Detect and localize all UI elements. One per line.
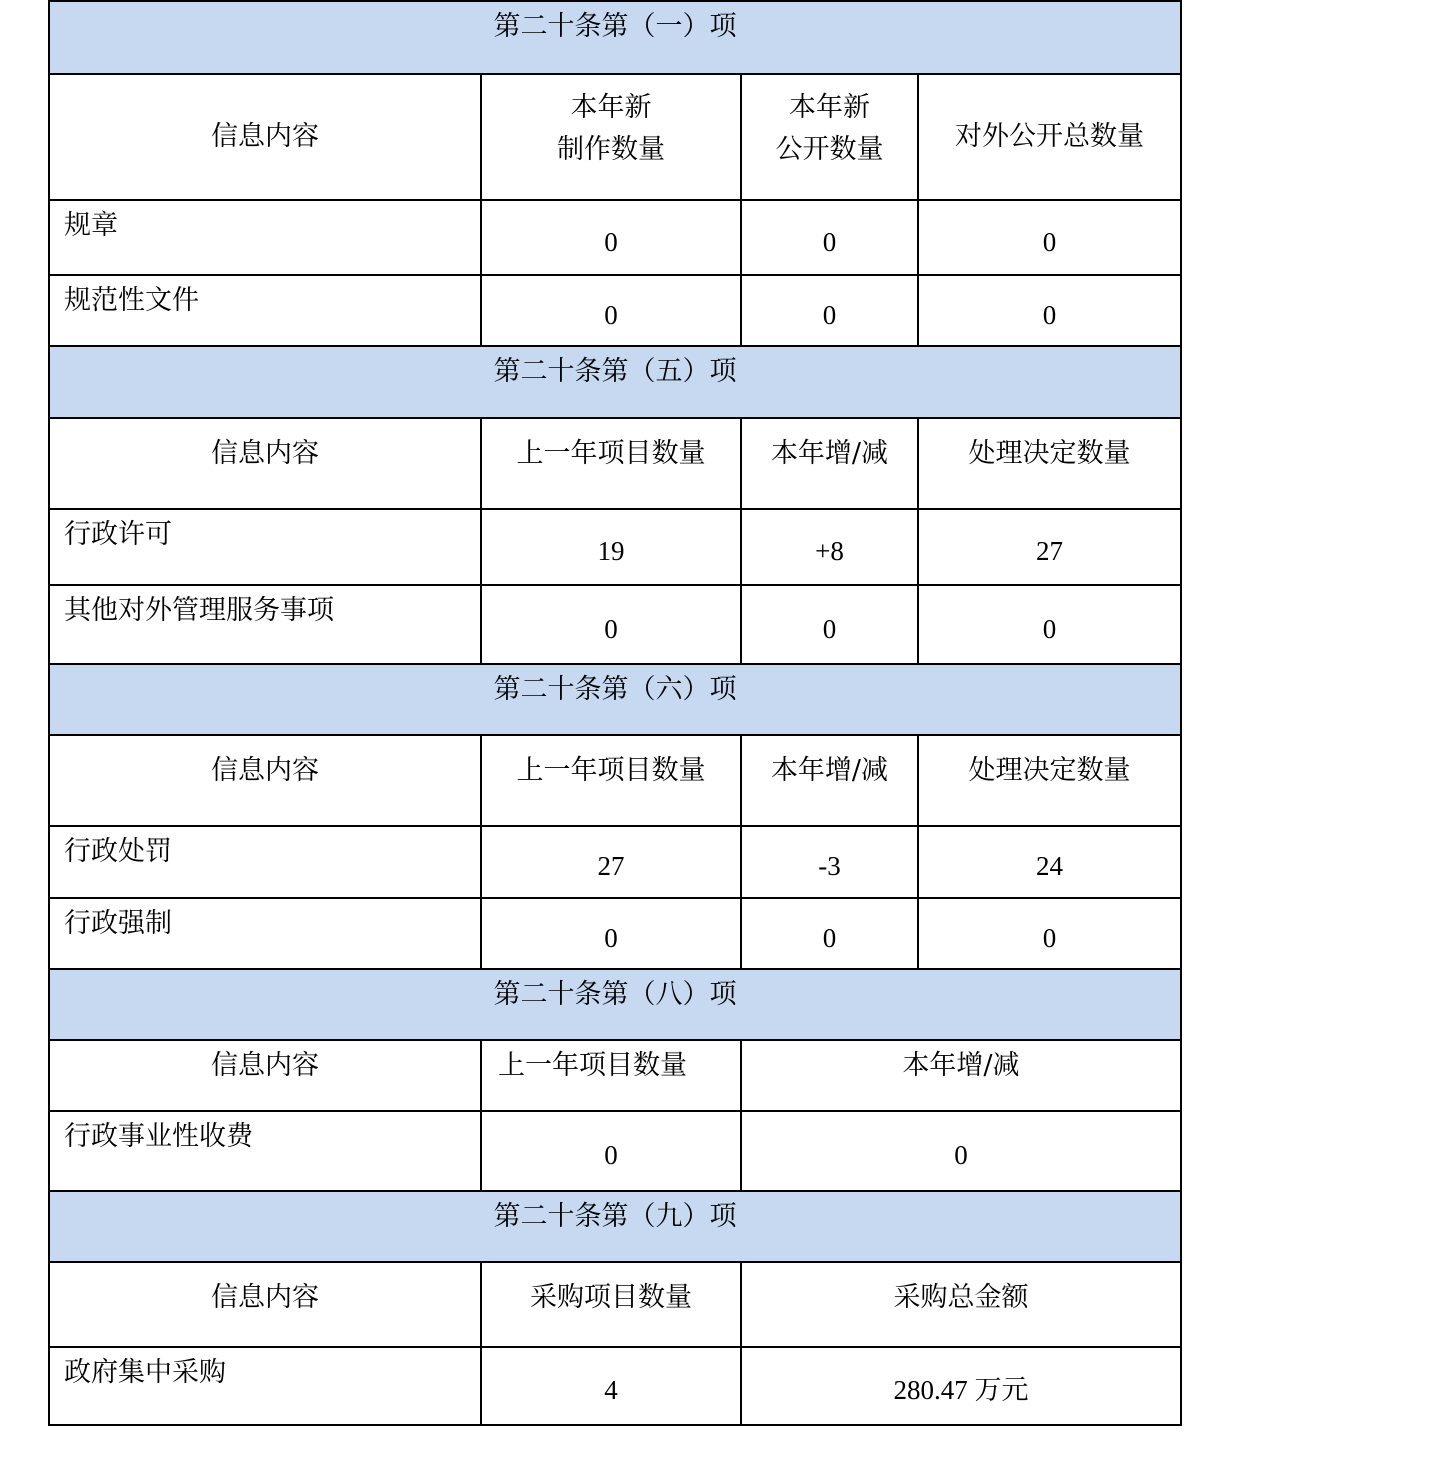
cell-value: 4 xyxy=(481,1347,741,1425)
table-row xyxy=(49,898,1181,969)
cell-value: 27 xyxy=(918,509,1181,585)
column-header-new-published: 本年新 公开数量 xyxy=(741,74,918,200)
cell-value: 24 xyxy=(918,826,1181,898)
column-header-prev-year-count: 上一年项目数量 xyxy=(481,1040,741,1111)
column-header-prev-year-count: 上一年项目数量 xyxy=(481,418,741,509)
cell-value: 19 xyxy=(481,509,741,585)
cell-value: 0 xyxy=(741,585,918,664)
column-header-total-published: 对外公开总数量 xyxy=(918,74,1181,200)
section-title: 第二十条第（五）项 xyxy=(49,346,1181,418)
cell-value: 0 xyxy=(918,200,1181,275)
cell-value: 0 xyxy=(741,898,918,969)
column-header-purchase-count: 采购项目数量 xyxy=(481,1262,741,1347)
cell-value: 0 xyxy=(481,275,741,346)
table-row xyxy=(49,509,1181,585)
cell-value: 0 xyxy=(918,898,1181,969)
section-title: 第二十条第（一）项 xyxy=(49,1,1181,74)
column-header-info: 信息内容 xyxy=(49,74,481,200)
column-header-info: 信息内容 xyxy=(49,418,481,509)
table-row xyxy=(49,585,1181,664)
column-header-change: 本年增/减 xyxy=(741,1040,1181,1111)
column-header-info: 信息内容 xyxy=(49,1262,481,1347)
row-label: 政府集中采购 xyxy=(49,1347,481,1425)
column-header-info: 信息内容 xyxy=(49,735,481,826)
column-header-new-made: 本年新 制作数量 xyxy=(481,74,741,200)
cell-value: 27 xyxy=(481,826,741,898)
cell-value: 0 xyxy=(481,585,741,664)
cell-value: 0 xyxy=(741,275,918,346)
cell-value: 0 xyxy=(741,200,918,275)
row-label: 其他对外管理服务事项 xyxy=(49,585,481,664)
column-header-decision-count: 处理决定数量 xyxy=(918,735,1181,826)
cell-value: 0 xyxy=(481,1111,741,1191)
cell-value: -3 xyxy=(741,826,918,898)
row-label: 行政处罚 xyxy=(49,826,481,898)
cell-value: 0 xyxy=(741,1111,1181,1191)
table-row xyxy=(49,200,1181,275)
cell-value: +8 xyxy=(741,509,918,585)
table-row xyxy=(49,826,1181,898)
row-label: 规章 xyxy=(49,200,481,275)
table-row xyxy=(49,1111,1181,1191)
cell-value: 0 xyxy=(481,200,741,275)
section-title: 第二十条第（六）项 xyxy=(49,664,1181,735)
column-header-change: 本年增/减 xyxy=(741,735,918,826)
row-label: 行政事业性收费 xyxy=(49,1111,481,1191)
column-header-change: 本年增/减 xyxy=(741,418,918,509)
cell-value: 280.47 万元 xyxy=(741,1347,1181,1425)
column-header-purchase-amount: 采购总金额 xyxy=(741,1262,1181,1347)
section-title: 第二十条第（八）项 xyxy=(49,969,1181,1040)
disclosure-table xyxy=(48,0,1182,1426)
cell-value: 0 xyxy=(918,275,1181,346)
row-label: 行政许可 xyxy=(49,509,481,585)
table-row xyxy=(49,275,1181,346)
section-title: 第二十条第（九）项 xyxy=(49,1191,1181,1262)
table-row xyxy=(49,1347,1181,1425)
row-label: 规范性文件 xyxy=(49,275,481,346)
column-header-decision-count: 处理决定数量 xyxy=(918,418,1181,509)
cell-value: 0 xyxy=(918,585,1181,664)
column-header-prev-year-count: 上一年项目数量 xyxy=(481,735,741,826)
column-header-info: 信息内容 xyxy=(49,1040,481,1111)
row-label: 行政强制 xyxy=(49,898,481,969)
cell-value: 0 xyxy=(481,898,741,969)
